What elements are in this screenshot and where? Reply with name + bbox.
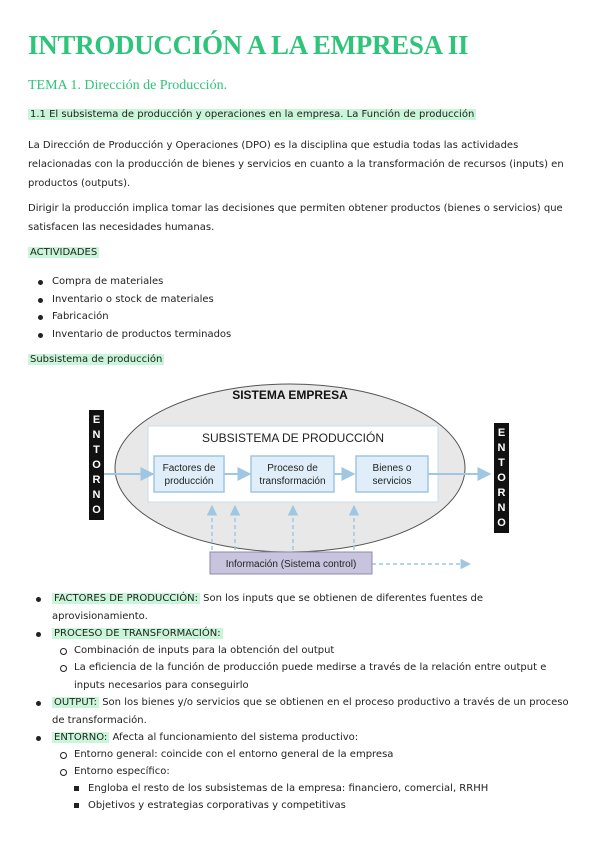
box-bienes — [356, 456, 428, 492]
entorno-letter: O — [497, 517, 506, 529]
concept-subsubitem: Engloba el resto de los subsistemas de la empresa: financiero, comercial, RRHH — [74, 780, 574, 798]
box-proceso-line1: Proceso de — [267, 463, 318, 474]
entorno-letters-right — [497, 427, 506, 529]
concept-text: Son los bienes y/o servicios que se obtienen en el proceso productivo a través de un proceso de transformación. — [52, 697, 569, 726]
box-proceso — [251, 456, 334, 492]
entorno-letter: R — [497, 487, 506, 499]
entorno-letter: T — [498, 457, 505, 469]
box-factores-line2: producción — [164, 476, 214, 487]
info-label: Información (Sistema control) — [225, 559, 357, 570]
concept-factores — [38, 590, 578, 625]
concept-text: Son los inputs que se obtienen de diferentes fuentes de aprovisionamiento. — [52, 593, 484, 622]
entorno-letters-left — [92, 414, 101, 516]
activities-heading — [28, 247, 99, 258]
page-title: INTRODUCCIÓN A LA EMPRESA II — [28, 30, 469, 60]
circle-bullet-icon — [60, 769, 67, 776]
activities-list — [38, 273, 231, 343]
entorno-letter: N — [497, 502, 506, 514]
entorno-letter: N — [497, 442, 506, 454]
concept-term: ENTORNO: — [54, 732, 108, 743]
circle-bullet-icon — [60, 648, 67, 655]
box-factores — [154, 456, 224, 492]
concept-subitem: Entorno general: coincide con el entorno general de la empresa — [60, 746, 575, 764]
production-subsystem-diagram — [0, 380, 600, 580]
concept-text: Afecta al funcionamiento del sistema productivo: — [109, 732, 359, 743]
concept-subitem: La eficiencia de la función de producción puede medirse a través de la relación entre output e inputs necesarios para conseguirlo — [60, 659, 575, 694]
circle-bullet-icon — [60, 665, 67, 672]
entorno-letter: O — [92, 459, 101, 471]
paragraph-dirigir: Dirigir la producción implica tomar las decisiones que permiten obtener productos (bienes o servicios) que satisfacen las necesidades humanas. — [28, 203, 563, 233]
bullet-icon — [36, 632, 41, 637]
entorno-letter: N — [92, 489, 101, 501]
concept-subitem: Combinación de inputs para la obtención del output — [60, 642, 575, 660]
list-item: Compra de materiales — [38, 273, 231, 291]
list-item: Inventario de productos terminados — [38, 326, 231, 344]
list-item: Fabricación — [38, 308, 231, 326]
concept-term: FACTORES DE PRODUCCIÓN: — [54, 593, 198, 604]
list-item: Inventario o stock de materiales — [38, 291, 231, 309]
box-bienes-line1: Bienes o — [372, 463, 412, 474]
concept-term: OUTPUT: — [54, 697, 98, 708]
activities-heading-text: ACTIVIDADES — [30, 247, 98, 258]
entorno-letter: R — [92, 474, 101, 486]
entorno-letter: E — [92, 414, 101, 426]
box-factores-line1: Factores de — [162, 463, 216, 474]
circle-bullet-icon — [60, 752, 67, 759]
square-bullet-icon — [74, 786, 79, 791]
entorno-letter: E — [497, 427, 506, 439]
entorno-letter: O — [497, 472, 506, 484]
square-bullet-icon — [74, 803, 79, 808]
bullet-icon — [36, 597, 41, 602]
concept-proceso — [38, 625, 578, 643]
subsystem-heading — [28, 354, 164, 365]
bullet-icon — [36, 701, 41, 706]
concept-output — [38, 694, 578, 729]
concept-entorno — [38, 729, 578, 747]
box-proceso-line2: transformación — [259, 476, 326, 487]
entorno-letter: O — [92, 504, 101, 516]
section-heading — [28, 109, 476, 120]
bullet-icon — [36, 736, 41, 741]
system-label: SISTEMA EMPRESA — [232, 388, 348, 402]
subsystem-heading-text: Subsistema de producción — [30, 354, 163, 365]
entorno-letter: N — [92, 429, 101, 441]
box-bienes-line2: servicios — [372, 476, 412, 487]
section-heading-text: 1.1 El subsistema de producción y operaciones en la empresa. La Función de producción — [30, 109, 475, 120]
paragraph-dpo: La Dirección de Producción y Operaciones (DPO) es la disciplina que estudia todas las actividades relacionadas con la producción de bienes y servicios en cuanto a la transformación de recursos (inputs) en productos (outputs). — [28, 140, 564, 189]
subsystem-label: SUBSISTEMA DE PRODUCCIÓN — [201, 431, 385, 445]
page-subtitle: TEMA 1. Dirección de Producción. — [28, 78, 228, 93]
info-box — [210, 552, 372, 574]
concept-subsubitem: Objetivos y estrategias corporativas y competitivas — [74, 797, 574, 815]
concept-subitem: Entorno específico: — [60, 763, 575, 781]
entorno-letter: T — [93, 444, 100, 456]
concept-term: PROCESO DE TRANSFORMACIÓN: — [54, 628, 221, 639]
